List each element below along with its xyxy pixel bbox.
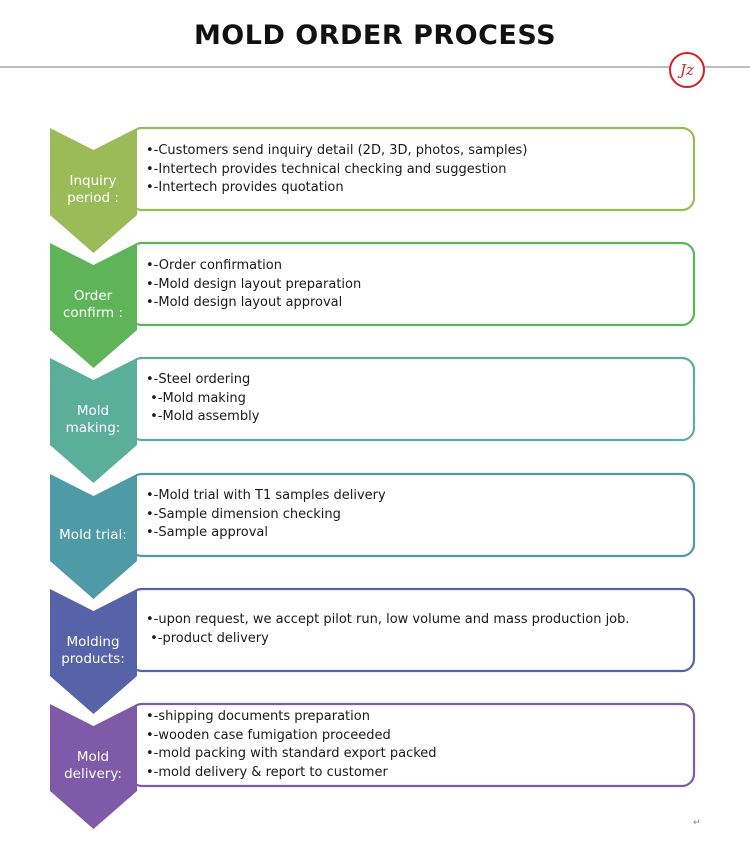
step-6-details	[146, 708, 686, 782]
step-1-item: •-Customers send inquiry detail (2D, 3D, photos, samples)	[146, 143, 528, 158]
step-5-item: •-product delivery	[146, 630, 269, 646]
step-6-item: •-mold packing with standard export packed	[146, 746, 437, 761]
step-4-item: •-Mold trial with T1 samples delivery	[146, 488, 386, 503]
step-1-item: •-Intertech provides quotation	[146, 180, 344, 195]
step-6-item: •-shipping documents preparation	[146, 709, 370, 724]
step-6-label: Mold delivery:	[64, 749, 122, 782]
step-4-item: •-Sample approval	[146, 525, 268, 540]
step-2-details	[146, 257, 686, 313]
page-title: MOLD ORDER PROCESS	[193, 20, 557, 51]
step-3-item: •-Mold assembly	[146, 409, 260, 424]
step-2-item: •-Mold design layout preparation	[146, 276, 362, 292]
step-3-item: •-Mold making	[146, 390, 246, 406]
step-4-item: •-Sample dimension checking	[146, 506, 341, 522]
step-2-label: Order confirm :	[62, 288, 124, 321]
step-2-item: •-Order confirmation	[146, 258, 282, 273]
step-1-details	[146, 142, 686, 198]
step-2-item: •-Mold design layout approval	[146, 295, 343, 310]
step-3-details	[146, 371, 686, 427]
step-5-item: •-upon request, we accept pilot run, low volume and mass production job.	[146, 612, 630, 627]
step-6-item: •-wooden case fumigation proceeded	[146, 727, 391, 743]
step-4-details	[146, 487, 686, 543]
company-logo: Jz	[669, 52, 705, 88]
step-5-details	[146, 611, 686, 648]
step-1-label: Inquiry period :	[67, 173, 119, 206]
step-3-item: •-Steel ordering	[146, 372, 251, 387]
step-4-label: Mold trial:	[59, 527, 127, 543]
step-5-label: Molding products:	[61, 634, 125, 667]
return-mark-icon: ↵	[693, 818, 701, 828]
step-3-label: Mold making:	[65, 403, 121, 436]
step-6-item: •-mold delivery & report to customer	[146, 764, 388, 780]
step-1-item: •-Intertech provides technical checking and suggestion	[146, 161, 507, 177]
